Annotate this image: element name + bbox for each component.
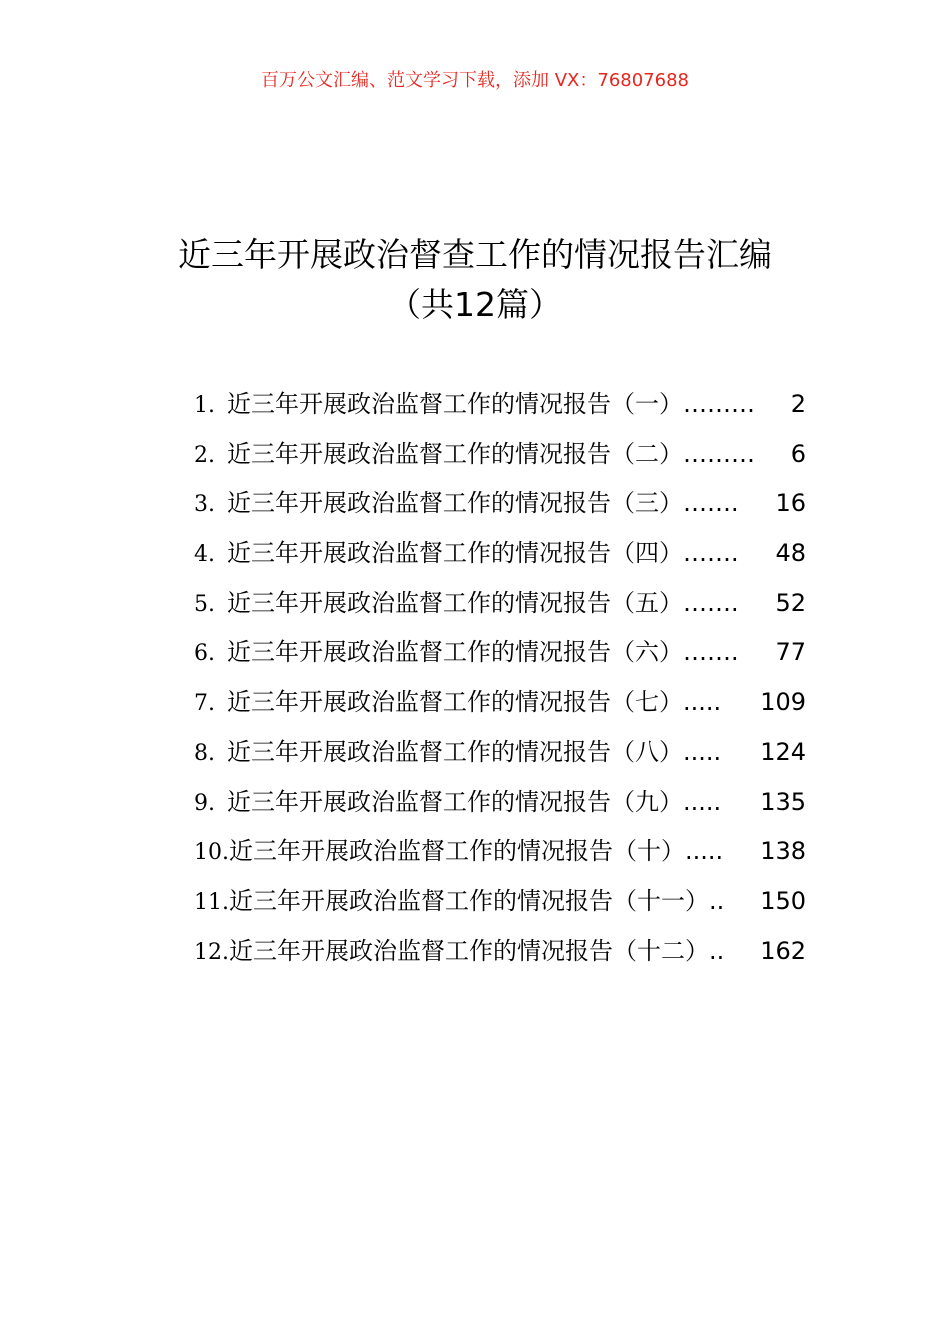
toc-leader: ..... bbox=[685, 837, 724, 866]
toc-leader: ……… bbox=[683, 390, 755, 418]
toc-leader: ……. bbox=[683, 638, 739, 667]
toc-title: 近三年开展政治监督工作的情况报告（四） bbox=[227, 539, 683, 568]
toc-leader: ..... bbox=[683, 787, 722, 816]
table-of-contents bbox=[194, 380, 806, 976]
toc-title: 近三年开展政治监督工作的情况报告（十一） bbox=[229, 886, 709, 915]
toc-page-number: 135 bbox=[760, 787, 806, 816]
toc-page-number: 162 bbox=[760, 936, 806, 965]
toc-title: 近三年开展政治监督工作的情况报告（七） bbox=[227, 688, 683, 717]
toc-title: 近三年开展政治监督工作的情况报告（九） bbox=[227, 787, 683, 816]
toc-item-7[interactable] bbox=[194, 678, 806, 728]
toc-leader: ……. bbox=[683, 489, 739, 518]
toc-page-number: 109 bbox=[760, 688, 806, 717]
document-title bbox=[0, 230, 950, 330]
toc-title: 近三年开展政治监督工作的情况报告（二） bbox=[227, 439, 683, 468]
toc-number: 9. bbox=[194, 790, 215, 816]
toc-item-8[interactable] bbox=[194, 728, 806, 778]
toc-page-number: 150 bbox=[760, 886, 806, 915]
toc-leader: ……. bbox=[683, 539, 739, 568]
toc-item-9[interactable] bbox=[194, 778, 806, 828]
toc-item-12[interactable] bbox=[194, 927, 806, 977]
toc-title: 近三年开展政治监督工作的情况报告（十） bbox=[229, 837, 685, 866]
toc-number: 7. bbox=[194, 691, 215, 717]
title-line-1: 近三年开展政治督查工作的情况报告汇编 bbox=[178, 235, 772, 274]
toc-leader: ……. bbox=[683, 588, 739, 617]
toc-item-1[interactable] bbox=[194, 380, 806, 430]
toc-item-5[interactable] bbox=[194, 579, 806, 629]
toc-leader: .. bbox=[709, 936, 725, 965]
toc-number: 8. bbox=[194, 740, 215, 766]
toc-number: 1. bbox=[194, 393, 215, 418]
toc-item-3[interactable] bbox=[194, 479, 806, 529]
toc-number: 2. bbox=[194, 442, 215, 468]
toc-title: 近三年开展政治监督工作的情况报告（六） bbox=[227, 638, 683, 667]
toc-number: 11. bbox=[194, 889, 229, 915]
toc-leader: ..... bbox=[683, 737, 722, 766]
toc-page-number: 138 bbox=[760, 837, 806, 866]
toc-number: 10. bbox=[194, 840, 229, 866]
toc-item-6[interactable] bbox=[194, 628, 806, 678]
toc-title: 近三年开展政治监督工作的情况报告（一） bbox=[227, 390, 683, 418]
toc-page-number: 124 bbox=[760, 737, 806, 766]
toc-leader: .. bbox=[709, 886, 725, 915]
toc-title: 近三年开展政治监督工作的情况报告（三） bbox=[227, 489, 683, 518]
toc-page-number: 6 bbox=[790, 439, 806, 468]
toc-item-10[interactable] bbox=[194, 827, 806, 877]
toc-number: 3. bbox=[194, 492, 215, 518]
toc-number: 4. bbox=[194, 542, 215, 568]
title-line-2: （共12篇） bbox=[388, 285, 562, 324]
toc-leader: ..... bbox=[683, 688, 722, 717]
toc-page-number: 16 bbox=[775, 489, 806, 518]
toc-number: 6. bbox=[194, 641, 215, 667]
toc-leader: ……… bbox=[683, 439, 755, 468]
toc-item-11[interactable] bbox=[194, 877, 806, 927]
toc-page-number: 48 bbox=[775, 539, 806, 568]
toc-number: 5. bbox=[194, 591, 215, 617]
toc-item-4[interactable] bbox=[194, 529, 806, 579]
toc-number: 12. bbox=[194, 939, 229, 965]
toc-title: 近三年开展政治监督工作的情况报告（五） bbox=[227, 588, 683, 617]
toc-page-number: 2 bbox=[790, 390, 806, 418]
toc-title: 近三年开展政治监督工作的情况报告（八） bbox=[227, 737, 683, 766]
toc-page-number: 52 bbox=[775, 588, 806, 617]
toc-title: 近三年开展政治监督工作的情况报告（十二） bbox=[229, 936, 709, 965]
toc-page-number: 77 bbox=[775, 638, 806, 667]
toc-item-2[interactable] bbox=[194, 430, 806, 480]
header-note: 百万公文汇编、范文学习下载，添加 VX：76807688 bbox=[261, 70, 689, 91]
